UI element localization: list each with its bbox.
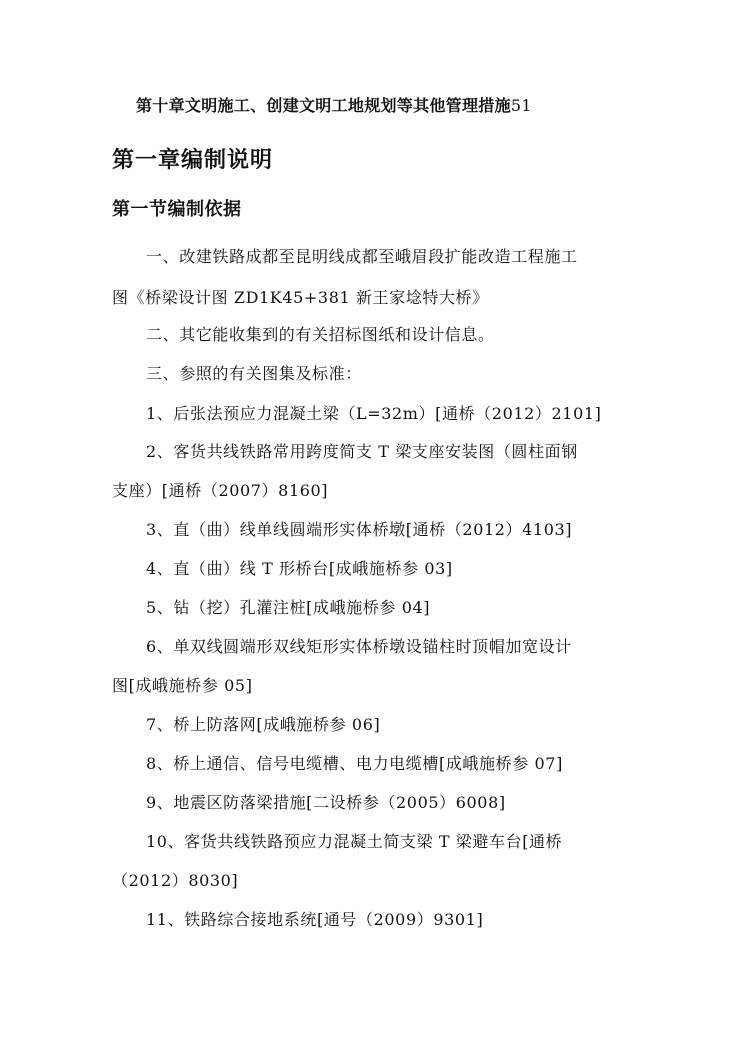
chapter-title: 第一章编制说明	[112, 147, 274, 173]
list-item-continuation: 支座）[通桥（2007）8160]	[112, 481, 329, 500]
paragraph-line: 一、改建铁路成都至昆明线成都至峨眉段扩能改造工程施工	[146, 247, 578, 266]
list-item: 9、地震区防落梁措施[二设桥参（2005）6008]	[146, 793, 506, 812]
list-item: 6、单双线圆端形双线矩形实体桥墩设锚柱时顶帽加宽设计	[146, 637, 572, 656]
toc-entry-text: 第十章文明施工、创建文明工地规划等其他管理措施	[136, 96, 511, 115]
paragraph-line: 图《桥梁设计图 ZD1K45+381 新王家埝特大桥》	[112, 288, 489, 307]
toc-entry-page-number: 51	[510, 96, 532, 115]
list-item: 5、钻（挖）孔灌注桩[成峨施桥参 04]	[146, 598, 431, 617]
list-item: 8、桥上通信、信号电缆槽、电力电缆槽[成峨施桥参 07]	[146, 754, 563, 773]
toc-entry	[136, 93, 532, 116]
list-item-continuation: （2012）8030]	[112, 871, 239, 890]
list-item: 1、后张法预应力混凝土梁（L=32m）[通桥（2012）2101]	[146, 404, 602, 423]
list-item: 3、直（曲）线单线圆端形实体桥墩[通桥（2012）4103]	[146, 520, 573, 539]
list-item: 11、铁路综合接地系统[通号（2009）9301]	[146, 910, 484, 929]
list-item: 4、直（曲）线 T 形桥台[成峨施桥参 03]	[146, 559, 453, 578]
paragraph-line: 二、其它能收集到的有关招标图纸和设计信息。	[146, 325, 495, 344]
paragraph-line: 三、参照的有关图集及标准：	[146, 364, 362, 383]
list-item: 7、桥上防落网[成峨施桥参 06]	[146, 715, 381, 734]
list-item: 10、客货共线铁路预应力混凝土简支梁 T 梁避车台[通桥	[146, 832, 563, 851]
section-title: 第一节编制依据	[112, 199, 242, 220]
list-item: 2、客货共线铁路常用跨度简支 T 梁支座安装图（圆柱面钢	[146, 442, 578, 461]
list-item-continuation: 图[成峨施桥参 05]	[112, 676, 253, 695]
